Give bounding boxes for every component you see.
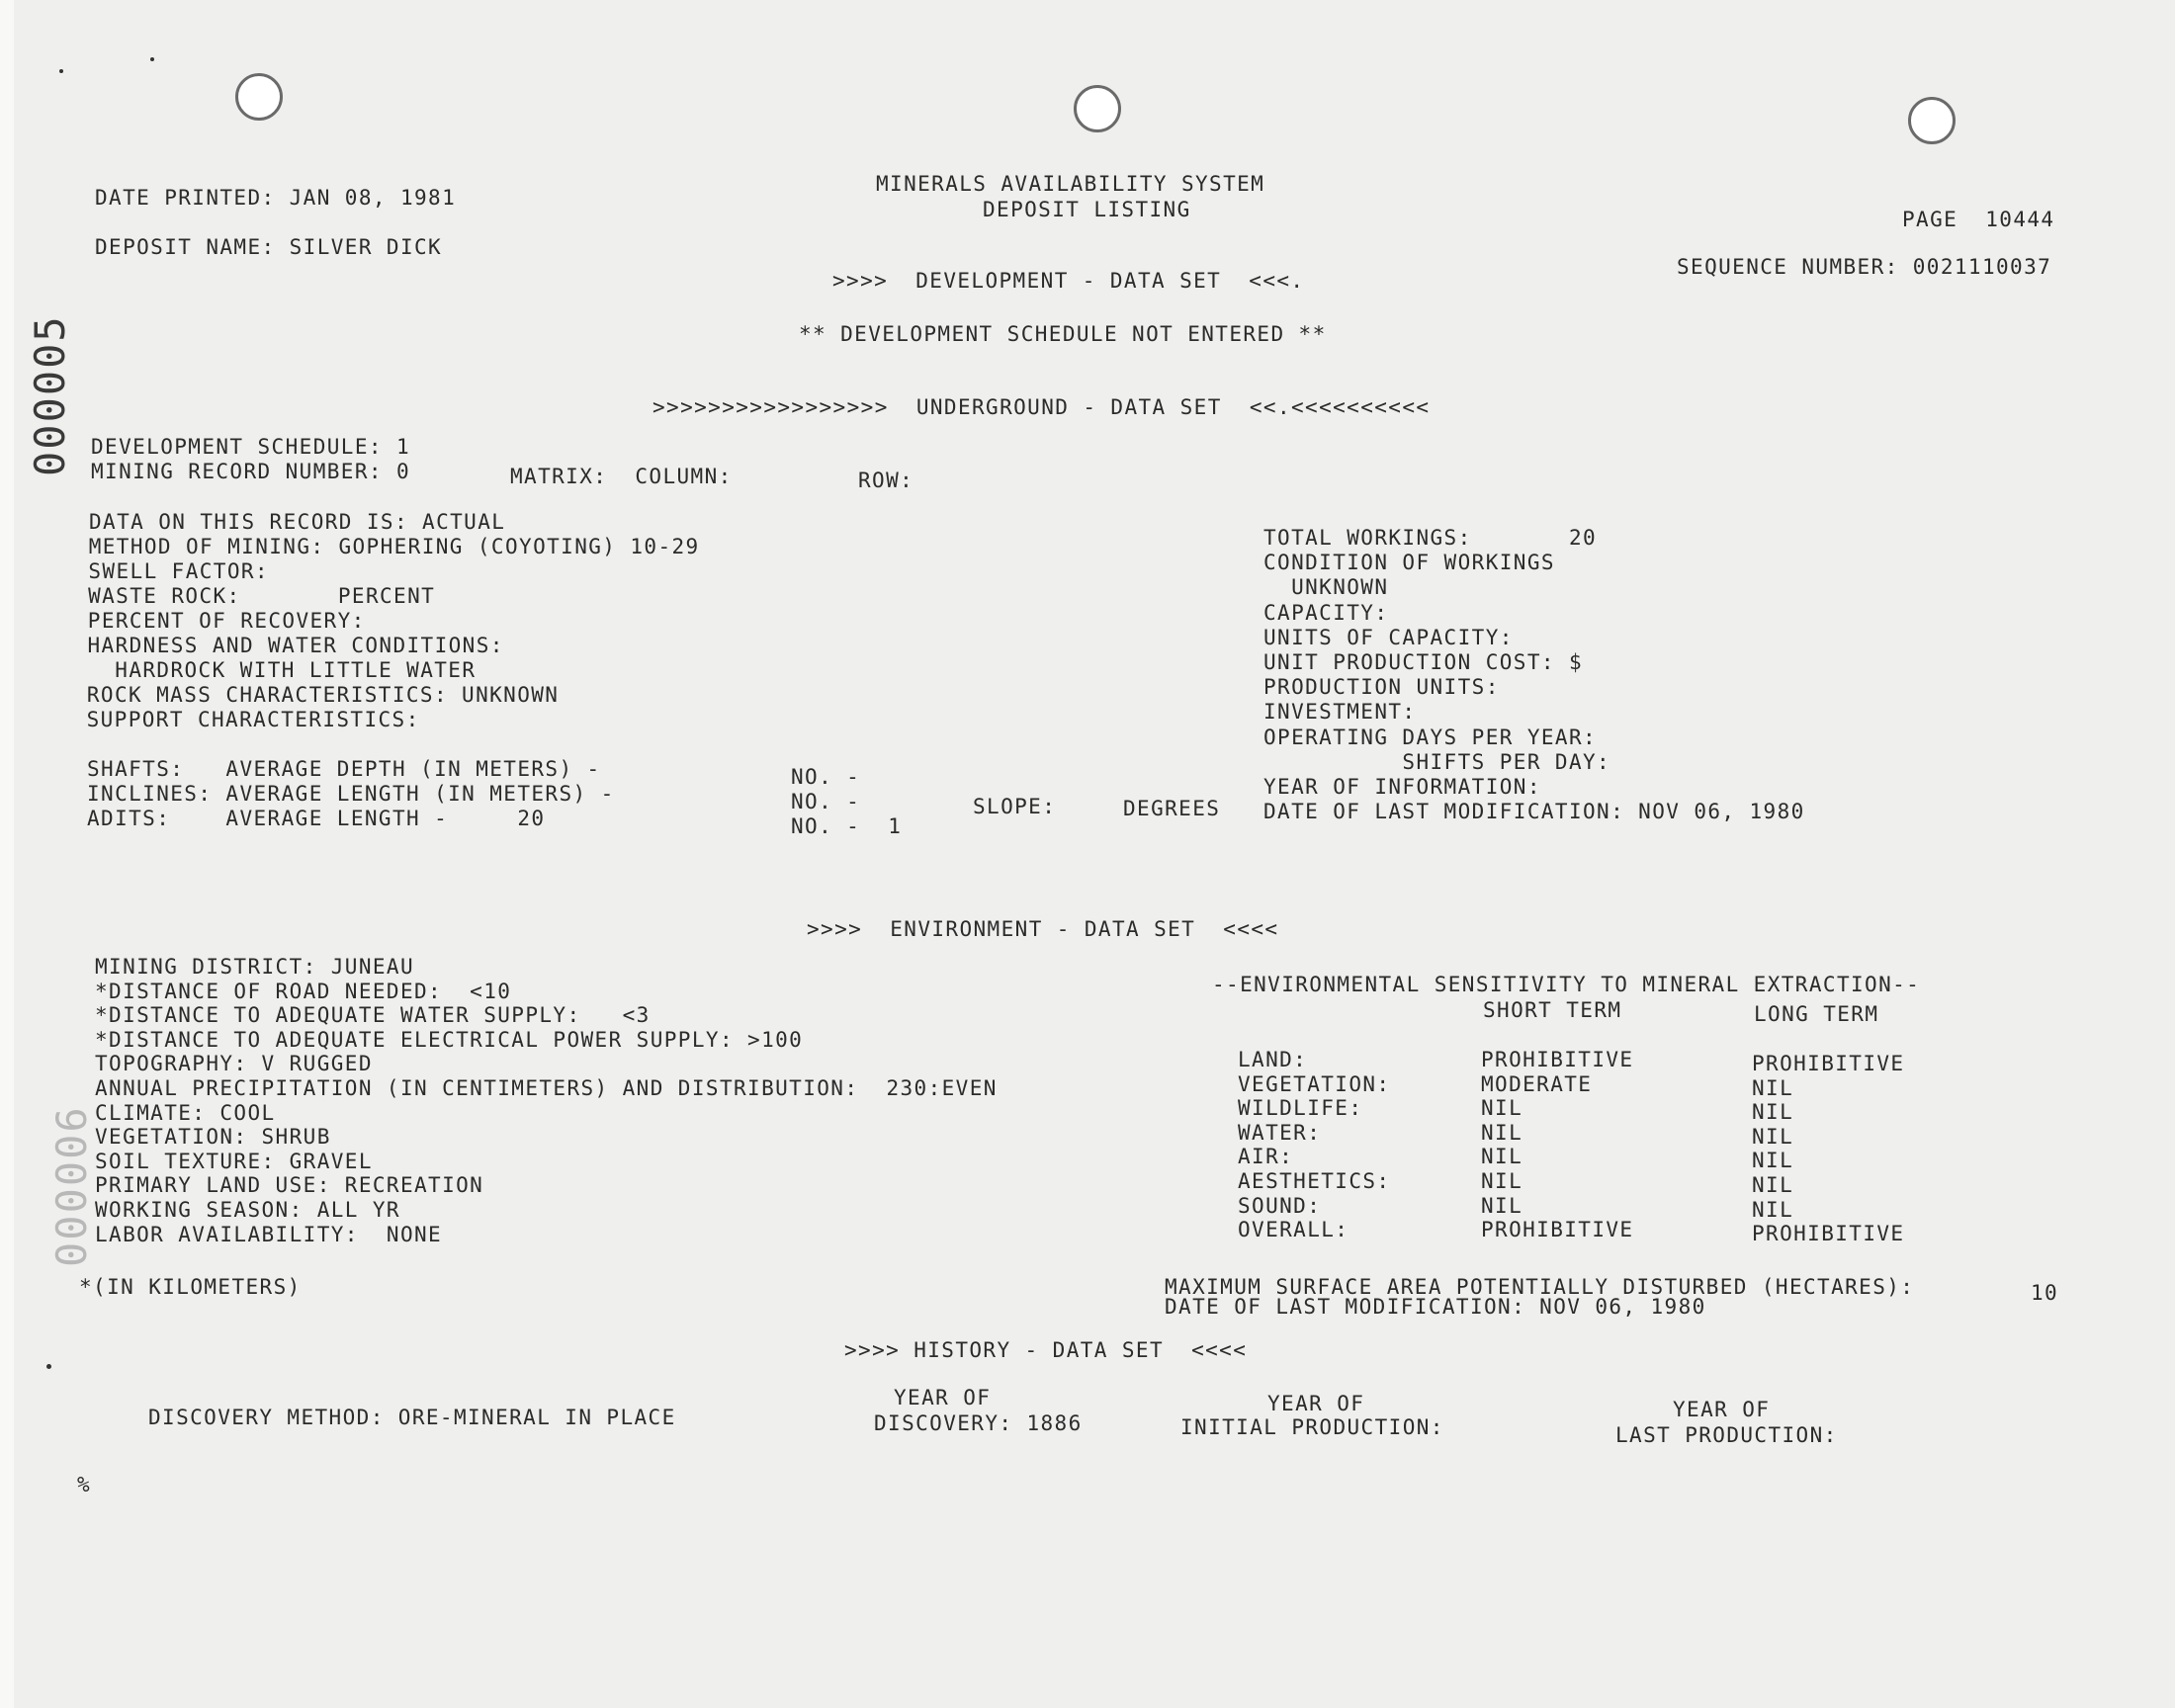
sensitivity-short-term: NIL bbox=[1481, 1120, 1523, 1145]
shafts-line: SHAFTS: AVERAGE DEPTH (IN METERS) - bbox=[87, 757, 601, 781]
kilometers-footnote: *(IN KILOMETERS) bbox=[79, 1275, 302, 1299]
date-printed: DATE PRINTED: JAN 08, 1981 bbox=[95, 186, 457, 210]
underground-field-line: METHOD OF MINING: GOPHERING (COYOTING) 10-29 bbox=[88, 535, 700, 558]
deposit-name: DEPOSIT NAME: SILVER DICK bbox=[95, 235, 443, 259]
underground-field-line: SWELL FACTOR: bbox=[88, 559, 269, 583]
year-of-initial-label: YEAR OF bbox=[1267, 1392, 1365, 1415]
environment-field-line: VEGETATION: SHRUB bbox=[95, 1125, 331, 1150]
underground-right-field-line: PRODUCTION UNITS: bbox=[1263, 675, 1500, 700]
environment-field-line: *DISTANCE TO ADEQUATE WATER SUPPLY: <3 bbox=[95, 1003, 651, 1028]
environment-field-line: LABOR AVAILABILITY: NONE bbox=[95, 1222, 443, 1246]
underground-field-line: HARDROCK WITH LITTLE WATER bbox=[87, 658, 477, 682]
underground-right-field-line: INVESTMENT: bbox=[1263, 700, 1417, 725]
sensitivity-long-term: NIL bbox=[1752, 1197, 1794, 1222]
underground-right-field-line: DATE OF LAST MODIFICATION: NOV 06, 1980 bbox=[1263, 800, 1805, 824]
underground-field-line: HARDNESS AND WATER CONDITIONS: bbox=[87, 634, 504, 657]
sensitivity-row-label: AIR: bbox=[1238, 1145, 1294, 1169]
sensitivity-long-term: PROHIBITIVE bbox=[1752, 1222, 1905, 1246]
history-banner: >>>> HISTORY - DATA SET <<<< bbox=[844, 1338, 1248, 1362]
speck-mark bbox=[150, 57, 154, 61]
underground-right-field-line: CONDITION OF WORKINGS bbox=[1263, 551, 1555, 575]
sensitivity-long-term: PROHIBITIVE bbox=[1752, 1052, 1905, 1075]
initial-production: INITIAL PRODUCTION: bbox=[1180, 1415, 1444, 1439]
punch-hole-center bbox=[1074, 85, 1121, 132]
sensitivity-short-term: NIL bbox=[1481, 1145, 1523, 1169]
sensitivity-long-term: NIL bbox=[1752, 1100, 1794, 1125]
sensitivity-long-term: NIL bbox=[1752, 1124, 1794, 1149]
underground-right-field-line: UNKNOWN bbox=[1263, 575, 1389, 600]
adits-count: NO. - 1 bbox=[791, 814, 903, 838]
inclines-line: INCLINES: AVERAGE LENGTH (IN METERS) - bbox=[87, 782, 615, 806]
sensitivity-row-label: WATER: bbox=[1238, 1120, 1322, 1145]
punch-hole-right bbox=[1908, 97, 1956, 144]
underground-right-field-line: OPERATING DAYS PER YEAR: bbox=[1263, 725, 1598, 749]
year-of-discovery-label: YEAR OF bbox=[894, 1386, 992, 1409]
sensitivity-row-label: WILDLIFE: bbox=[1238, 1096, 1363, 1121]
footer-mark: % bbox=[77, 1473, 92, 1496]
underground-right-field-line: UNIT PRODUCTION COST: $ bbox=[1263, 650, 1583, 674]
stamp-number-bottom: 000006 bbox=[47, 1105, 96, 1267]
environment-field-line: *DISTANCE OF ROAD NEEDED: <10 bbox=[95, 979, 512, 1003]
punch-hole-left bbox=[235, 73, 283, 121]
shafts-count: NO. - bbox=[791, 765, 861, 789]
sensitivity-short-term: NIL bbox=[1481, 1096, 1523, 1121]
sensitivity-row-label: LAND: bbox=[1238, 1048, 1308, 1071]
underground-right-field-line: CAPACITY: bbox=[1263, 600, 1389, 625]
sensitivity-short-term: MODERATE bbox=[1481, 1071, 1593, 1096]
sensitivity-short-term: PROHIBITIVE bbox=[1481, 1048, 1634, 1071]
last-production: LAST PRODUCTION: bbox=[1615, 1423, 1838, 1447]
stamp-number-top: 000005 bbox=[26, 314, 74, 476]
underground-banner: >>>>>>>>>>>>>>>>> UNDERGROUND - DATA SET <<.<<<<<<<<<< bbox=[652, 395, 1431, 419]
sensitivity-row-label: AESTHETICS: bbox=[1238, 1169, 1391, 1193]
year-of-last-label: YEAR OF bbox=[1673, 1398, 1771, 1421]
sequence-number: SEQUENCE NUMBER: 0021110037 bbox=[1677, 255, 2052, 279]
matrix-column: MATRIX: COLUMN: bbox=[510, 465, 733, 488]
environment-banner: >>>> ENVIRONMENT - DATA SET <<<< bbox=[807, 917, 1279, 941]
sensitivity-title: --ENVIRONMENTAL SENSITIVITY TO MINERAL EXTRACTION-- bbox=[1212, 973, 1921, 996]
environment-field-line: MINING DISTRICT: JUNEAU bbox=[95, 955, 414, 979]
underground-field-line: PERCENT OF RECOVERY: bbox=[87, 609, 366, 633]
paper-edge bbox=[0, 0, 14, 1708]
speck-mark bbox=[46, 1364, 51, 1369]
adits-line: ADITS: AVERAGE LENGTH - 20 bbox=[87, 807, 546, 830]
underground-right-field-line: TOTAL WORKINGS: 20 bbox=[1263, 526, 1598, 550]
sensitivity-short-term: PROHIBITIVE bbox=[1481, 1218, 1634, 1242]
underground-field-line: SUPPORT CHARACTERISTICS: bbox=[86, 708, 420, 731]
sensitivity-long-term: NIL bbox=[1752, 1149, 1794, 1173]
underground-right-field-line: YEAR OF INFORMATION: bbox=[1263, 775, 1541, 799]
slope-degrees: DEGREES bbox=[1123, 797, 1221, 820]
environment-field-line: WORKING SEASON: ALL YR bbox=[95, 1198, 400, 1222]
discovery-method: DISCOVERY METHOD: ORE-MINERAL IN PLACE bbox=[148, 1406, 676, 1429]
inclines-count: NO. - bbox=[791, 790, 861, 813]
short-term-header: SHORT TERM bbox=[1483, 998, 1622, 1022]
discovery-year: DISCOVERY: 1886 bbox=[874, 1411, 1083, 1435]
environment-field-line: SOIL TEXTURE: GRAVEL bbox=[95, 1149, 373, 1173]
sensitivity-long-term: NIL bbox=[1752, 1173, 1794, 1197]
max-surface-value: 10 bbox=[2031, 1281, 2059, 1305]
mining-record-number: MINING RECORD NUMBER: 0 bbox=[91, 460, 410, 483]
development-banner: >>>> DEVELOPMENT - DATA SET <<<. bbox=[832, 269, 1305, 293]
underground-field-line: DATA ON THIS RECORD IS: ACTUAL bbox=[89, 510, 506, 534]
environment-field-line: *DISTANCE TO ADEQUATE ELECTRICAL POWER SUPPLY: >100 bbox=[95, 1027, 804, 1052]
sensitivity-short-term: NIL bbox=[1481, 1193, 1523, 1218]
max-surface-label: MAXIMUM SURFACE AREA POTENTIALLY DISTURBED (HECTARES): bbox=[1165, 1275, 1915, 1299]
matrix-row: ROW: bbox=[858, 469, 914, 492]
underground-field-line: WASTE ROCK: PERCENT bbox=[88, 584, 436, 608]
environment-field-line: PRIMARY LAND USE: RECREATION bbox=[95, 1173, 484, 1198]
sensitivity-row-label: SOUND: bbox=[1238, 1193, 1322, 1218]
listing-title: DEPOSIT LISTING bbox=[983, 198, 1191, 221]
speck-mark bbox=[59, 69, 63, 73]
environment-field-line: CLIMATE: COOL bbox=[95, 1100, 276, 1125]
system-title: MINERALS AVAILABILITY SYSTEM bbox=[876, 172, 1265, 196]
development-schedule: DEVELOPMENT SCHEDULE: 1 bbox=[91, 435, 410, 459]
sensitivity-row-label: VEGETATION: bbox=[1238, 1071, 1391, 1096]
long-term-header: LONG TERM bbox=[1754, 1002, 1879, 1026]
underground-right-field-line: UNITS OF CAPACITY: bbox=[1263, 625, 1514, 649]
page-number: PAGE 10444 bbox=[1902, 208, 2055, 231]
environment-field-line: ANNUAL PRECIPITATION (IN CENTIMETERS) AND DISTRIBUTION: 230:EVEN bbox=[95, 1076, 998, 1100]
slope-label: SLOPE: bbox=[973, 795, 1057, 818]
environment-last-modification: DATE OF LAST MODIFICATION: NOV 06, 1980 bbox=[1165, 1295, 1706, 1319]
sensitivity-short-term: NIL bbox=[1481, 1169, 1523, 1193]
environment-field-line: TOPOGRAPHY: V RUGGED bbox=[95, 1052, 373, 1076]
sensitivity-row-label: OVERALL: bbox=[1238, 1218, 1349, 1242]
underground-right-field-line: SHIFTS PER DAY: bbox=[1263, 749, 1611, 774]
sensitivity-long-term: NIL bbox=[1752, 1075, 1794, 1100]
development-note: ** DEVELOPMENT SCHEDULE NOT ENTERED ** bbox=[799, 322, 1327, 346]
underground-field-line: ROCK MASS CHARACTERISTICS: UNKNOWN bbox=[86, 683, 560, 707]
